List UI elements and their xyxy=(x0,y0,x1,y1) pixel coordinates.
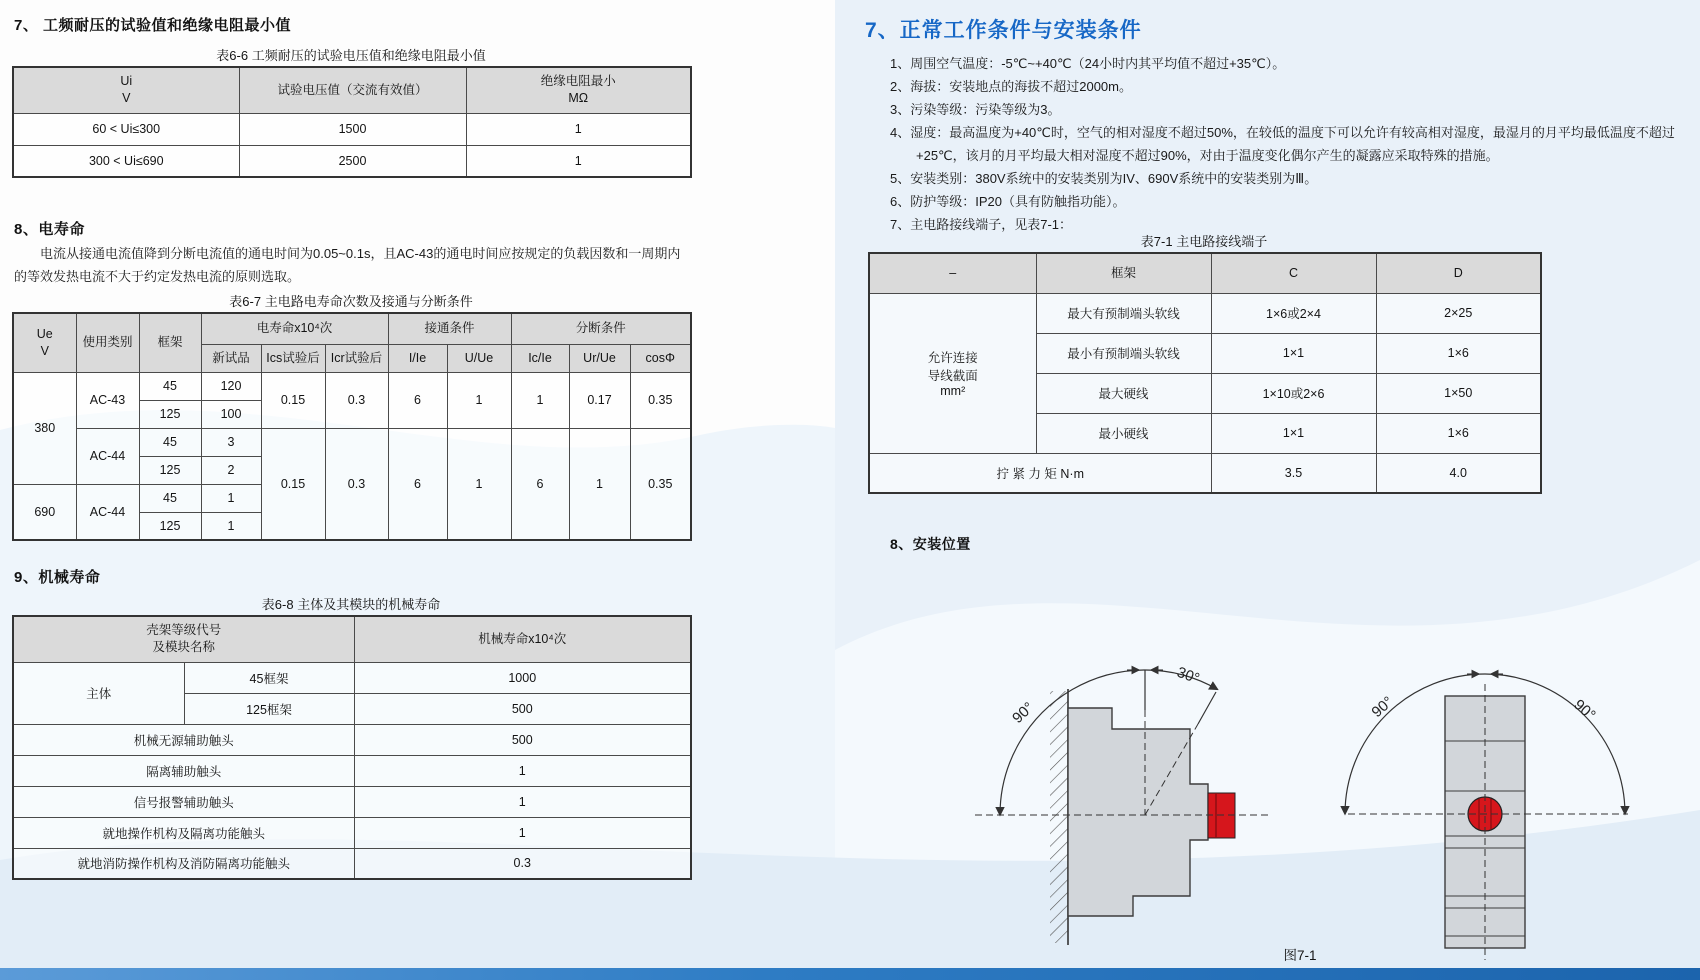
t67-cell: 0.3 xyxy=(325,372,388,428)
t67-cell-690: 690 xyxy=(13,484,76,540)
t68-cell: 0.3 xyxy=(354,848,691,879)
t66-header-test-voltage: 试验电压值（交流有效值） xyxy=(239,67,466,113)
t67-cell: 0.15 xyxy=(261,372,325,428)
t67-cell: 1 xyxy=(511,372,569,428)
t66-cell: 1 xyxy=(466,113,691,145)
wall-hatching xyxy=(1050,691,1068,943)
condition-item-5: 5、安装类别：380V系统中的安装类别为IV、690V系统中的安装类别为Ⅲ。 xyxy=(890,171,1318,186)
t66-cell: 2500 xyxy=(239,145,466,177)
condition-item-4: 4、湿度：最高温度为+40℃时，空气的相对湿度不超过50%，在较低的温度下可以允许有较高相对湿度，最湿月的月平均最低温度不超过+25℃，该月的月平均最大相对湿度不超过90%，对由于温度变化偶尔产生的凝露应采取特殊的措施。 xyxy=(890,125,1675,163)
section-8-paragraph: 电流从接通电流值降到分断电流值的通电时间为0.05~0.1s，且AC-43的通电时间应按规定的负载因数和一周期内的等效发热电流不大于约定发热电流的原则选取。 xyxy=(14,246,681,284)
t67-cell-380: 380 xyxy=(13,372,76,484)
t67-header-new: 新试品 xyxy=(201,344,261,372)
installation-position-figure xyxy=(880,596,1680,964)
angle-label-90-side: 90° xyxy=(1009,699,1038,727)
t67-cell: 2 xyxy=(201,456,261,484)
section-7-left-heading: 7、 工频耐压的试验值和绝缘电阻最小值 xyxy=(14,17,292,34)
t67-header-frame: 框架 xyxy=(139,313,201,372)
t67-cell: 0.35 xyxy=(630,372,691,428)
t68-cell: 信号报警辅助触头 xyxy=(13,786,354,817)
table-6-8-caption: 表6-8 主体及其模块的机械寿命 xyxy=(261,597,441,612)
angle-30-solid-line xyxy=(1198,692,1216,724)
t66-cell: 60 < Ui≤300 xyxy=(13,113,239,145)
condition-item-2: 2、海拔：安装地点的海拔不超过2000m。 xyxy=(890,79,1132,94)
t67-cell: 125 xyxy=(139,456,201,484)
t67-header-uue: U/Ue xyxy=(447,344,511,372)
table-6-6 xyxy=(12,66,692,178)
t67-cell: 125 xyxy=(139,400,201,428)
t66-header-ui: Ui V xyxy=(13,67,239,113)
t71-cell: 1×6 xyxy=(1376,413,1541,453)
t67-cell: 1 xyxy=(447,372,511,428)
t67-cell: 6 xyxy=(388,428,447,540)
t67-cell: 45 xyxy=(139,428,201,456)
t68-cell: 500 xyxy=(354,724,691,755)
condition-item-7: 7、主电路接线端子，见表7-1： xyxy=(890,217,1073,232)
angle-label-90-front-left: 90° xyxy=(1368,693,1397,722)
t68-cell: 就地消防操作机构及消防隔离功能触头 xyxy=(13,848,354,879)
t68-cell: 1 xyxy=(354,786,691,817)
section-8-left-heading: 8、电寿命 xyxy=(14,221,85,238)
t67-cell-ac43: AC-43 xyxy=(76,372,139,428)
t68-cell: 就地操作机构及隔离功能触头 xyxy=(13,817,354,848)
t66-cell: 300 < Ui≤690 xyxy=(13,145,239,177)
t68-cell: 1 xyxy=(354,817,691,848)
t67-cell: 125 xyxy=(139,512,201,540)
t67-cell: 45 xyxy=(139,372,201,400)
t67-header-icie: Ic/Ie xyxy=(511,344,569,372)
t67-header-category: 使用类别 xyxy=(76,313,139,372)
t68-cell-main: 主体 xyxy=(13,662,184,724)
t67-cell: 6 xyxy=(388,372,447,428)
t71-cell: 1×10或2×6 xyxy=(1211,373,1376,413)
conditions-list xyxy=(890,52,1678,236)
section-8-right-heading: 8、安装位置 xyxy=(890,536,971,552)
t71-cell: 2×25 xyxy=(1376,293,1541,333)
t67-header-icr: Icr试验后 xyxy=(325,344,388,372)
t71-cell: 1×6 xyxy=(1376,333,1541,373)
t66-cell: 1 xyxy=(466,145,691,177)
t68-cell: 隔离辅助触头 xyxy=(13,755,354,786)
t67-header-iie: I/Ie xyxy=(388,344,447,372)
t71-header-c: C xyxy=(1211,253,1376,293)
t67-header-breaking: 分断条件 xyxy=(511,313,691,344)
t67-cell: 0.15 xyxy=(261,428,325,540)
t71-header-d: D xyxy=(1376,253,1541,293)
t67-header-ics: Ics试验后 xyxy=(261,344,325,372)
t68-cell: 125框架 xyxy=(184,693,354,724)
t71-cell: 1×6或2×4 xyxy=(1211,293,1376,333)
t68-header-life: 机械寿命x10⁴次 xyxy=(354,616,691,662)
front-view-diagram xyxy=(1345,674,1628,960)
t67-cell: 1 xyxy=(201,484,261,512)
t71-cell: 3.5 xyxy=(1211,453,1376,493)
table-6-8 xyxy=(12,615,692,880)
t67-cell: 100 xyxy=(201,400,261,428)
t67-cell: 6 xyxy=(511,428,569,540)
t67-cell: 120 xyxy=(201,372,261,400)
t67-header-cos: cosΦ xyxy=(630,344,691,372)
t67-header-closing: 接通条件 xyxy=(388,313,511,344)
t67-cell: 0.3 xyxy=(325,428,388,540)
t71-cell: 1×50 xyxy=(1376,373,1541,413)
t66-header-resistance: 绝缘电阻最小 MΩ xyxy=(466,67,691,113)
table-6-6-caption: 表6-6 工频耐压的试验电压值和绝缘电阻最小值 xyxy=(216,48,486,63)
table-7-1 xyxy=(868,252,1542,494)
t68-cell: 机械无源辅助触头 xyxy=(13,724,354,755)
side-view-diagram xyxy=(975,664,1272,945)
t68-cell: 1 xyxy=(354,755,691,786)
angle-label-30: 30° xyxy=(1174,663,1202,688)
section-7-right-heading: 7、正常工作条件与安装条件 xyxy=(865,19,1142,42)
t71-cell-torque-label: 拧 紧 力 矩 N·m xyxy=(869,453,1211,493)
angle-label-90-front-right: 90° xyxy=(1570,696,1599,724)
table-6-7 xyxy=(12,312,692,541)
condition-item-6: 6、防护等级：IP20（具有防触指功能）。 xyxy=(890,194,1126,209)
t71-cell: 1×1 xyxy=(1211,333,1376,373)
table-7-1-caption: 表7-1 主电路接线端子 xyxy=(1140,234,1268,249)
t67-header-life: 电寿命x10⁴次 xyxy=(201,313,388,344)
t71-cell: 1×1 xyxy=(1211,413,1376,453)
t67-cell: 0.35 xyxy=(630,428,691,540)
t67-cell-ac44: AC-44 xyxy=(76,428,139,484)
t67-cell-ac44: AC-44 xyxy=(76,484,139,540)
t71-header-frame: 框架 xyxy=(1036,253,1211,293)
figure-7-1-caption: 图7-1 xyxy=(1283,948,1317,963)
t68-header-code: 壳架等级代号 及模块名称 xyxy=(13,616,354,662)
t67-cell: 45 xyxy=(139,484,201,512)
t71-cell: 最大有预制端头软线 xyxy=(1036,293,1211,333)
t67-cell: 3 xyxy=(201,428,261,456)
t71-cell: 最小硬线 xyxy=(1036,413,1211,453)
t66-cell: 1500 xyxy=(239,113,466,145)
t71-cell-group: 允许连接 导线截面 mm² xyxy=(869,293,1036,453)
t67-cell: 0.17 xyxy=(569,372,630,428)
table-6-7-caption: 表6-7 主电路电寿命次数及接通与分断条件 xyxy=(229,294,473,309)
condition-item-3: 3、污染等级：污染等级为3。 xyxy=(890,102,1061,117)
t67-header-ue: Ue V xyxy=(13,313,76,372)
condition-item-1: 1、周围空气温度：-5℃~+40℃（24小时内其平均值不超过+35℃）。 xyxy=(890,56,1286,71)
t67-cell: 1 xyxy=(447,428,511,540)
t68-cell: 1000 xyxy=(354,662,691,693)
t67-header-urue: Ur/Ue xyxy=(569,344,630,372)
t67-cell: 1 xyxy=(201,512,261,540)
section-9-left-heading: 9、机械寿命 xyxy=(14,569,101,586)
t67-cell: 1 xyxy=(569,428,630,540)
t71-header-dash: – xyxy=(869,253,1036,293)
t71-cell: 最小有预制端头软线 xyxy=(1036,333,1211,373)
t68-cell: 45框架 xyxy=(184,662,354,693)
bottom-blue-bar xyxy=(0,968,1700,980)
t68-cell: 500 xyxy=(354,693,691,724)
t71-cell: 最大硬线 xyxy=(1036,373,1211,413)
t71-cell: 4.0 xyxy=(1376,453,1541,493)
breaker-body-side xyxy=(1068,708,1208,916)
